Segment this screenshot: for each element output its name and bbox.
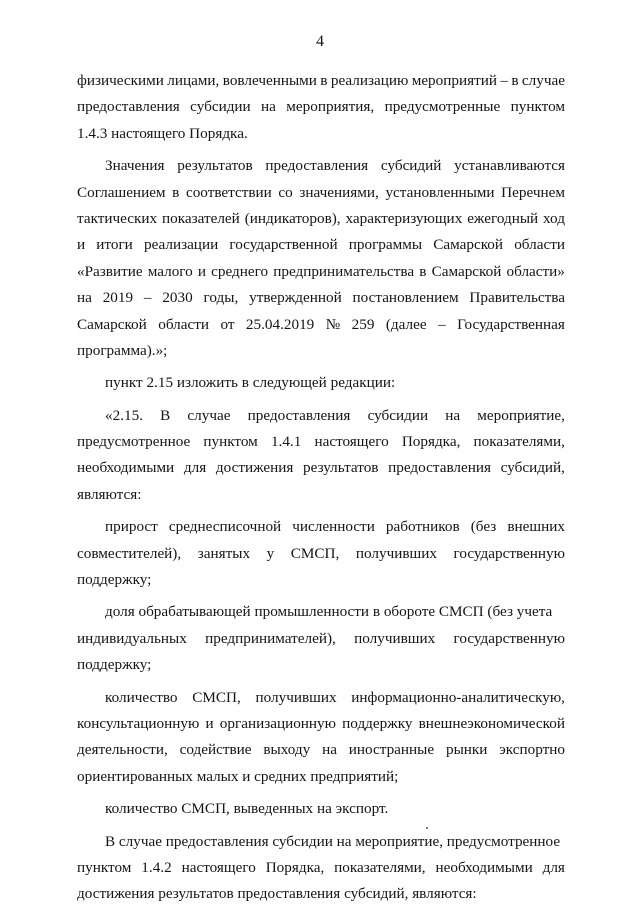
text-line: «Развитие малого и среднего предпринимательства в Самарской области»: [77, 262, 565, 280]
text-line: на 2019 – 2030 годы, утвержденной постановлением Правительства: [77, 289, 565, 307]
text-line: количество СМСП, получивших информационно-аналитическую,: [105, 688, 565, 706]
text-line: поддержку;: [77, 656, 152, 674]
text-line: тактических показателей (индикаторов), характеризующих ежегодный ход: [77, 209, 565, 227]
text-line: пункт 2.15 изложить в следующей редакции:: [105, 374, 396, 392]
text-line: ориентированных малых и средних предприятий;: [77, 767, 399, 785]
text-line: достижения результатов предоставления субсидий, являются:: [77, 885, 477, 903]
text-line: индивидуальных предпринимателей), получивших государственную: [77, 629, 565, 647]
text-line: и итоги реализации государственной программы Самарской области: [77, 236, 565, 254]
text-line: консультационную и организационную поддержку внешнеэкономической: [77, 714, 565, 732]
text-line: предоставления субсидии на мероприятия, предусмотренные пунктом: [77, 98, 565, 116]
text-line: являются:: [77, 485, 142, 503]
text-line: Значения результатов предоставления субсидий устанавливаются: [105, 157, 565, 175]
text-line: совместителей), занятых у СМСП, получивших государственную: [77, 544, 565, 562]
text-line: программа).»;: [77, 341, 168, 359]
text-line: Соглашением в соответствии со значениями, установленными Перечнем: [77, 183, 565, 201]
text-line: поддержку;: [77, 571, 152, 589]
text-line: деятельности, содействие выходу на иностранные рынки экспортно: [77, 741, 565, 759]
page-number: 4: [316, 33, 324, 50]
text-line: «2.15. В случае предоставления субсидии на мероприятие,: [105, 406, 565, 424]
text-line: предусмотренное пунктом 1.4.1 настоящего Порядка, показателями,: [77, 433, 565, 451]
text-line: В случае предоставления субсидии на мероприятие, предусмотренное: [105, 832, 561, 850]
text-line: физическими лицами, вовлеченными в реализацию мероприятий – в случае: [77, 72, 565, 89]
scan-speck: [426, 827, 428, 829]
text-line: пунктом 1.4.2 настоящего Порядка, показателями, необходимыми для: [77, 858, 565, 876]
text-line: прирост среднесписочной численности работников (без внешних: [105, 518, 565, 536]
text-line: количество СМСП, выведенных на экспорт.: [105, 800, 389, 818]
text-line: Самарской области от 25.04.2019 № 259 (далее – Государственная: [77, 315, 565, 333]
document-body: [77, 68, 565, 908]
text-line: 1.4.3 настоящего Порядка.: [77, 124, 248, 142]
text-line: необходимыми для достижения результатов предоставления субсидий,: [77, 459, 565, 477]
text-line: доля обрабатывающей промышленности в обороте СМСП (без учета: [105, 603, 553, 621]
